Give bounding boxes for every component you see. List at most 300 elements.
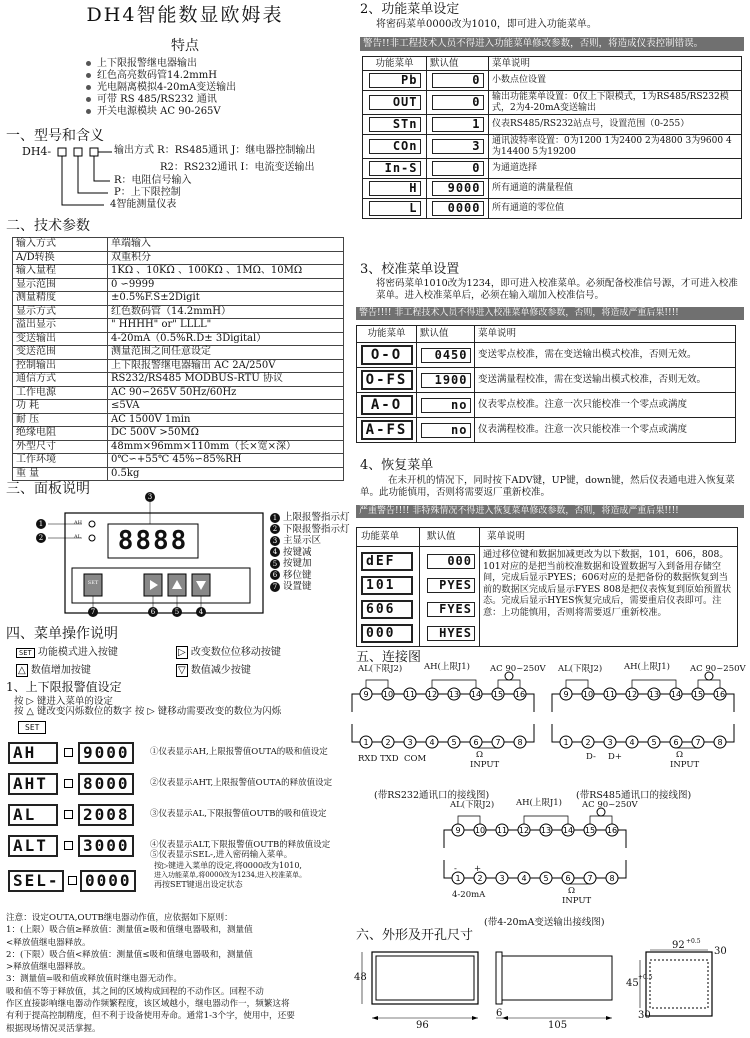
decimal-icon [68,876,77,885]
spec-row [13,346,344,360]
model-output-label: 输出方式 R：RS485通讯 J：继电器控制输出 [114,145,316,156]
step-desc: ③仪表显示AL,下限报警值OUTB的吸和值设定 [150,809,327,819]
spec-value: 1KΩ 、10KΩ 、100KΩ 、1MΩ、10MΩ [108,265,344,279]
decimal-icon [64,841,73,850]
calib-warning: 警告!!!! 非工程技术人员不得进入校准菜单修改参数，否则，将造成严重后果!!!! [356,307,744,320]
spec-row [13,359,344,373]
svg-text:8: 8 [609,874,615,883]
step-extra: 进入功能菜单,将0000改为1234,进入校准菜单。 [154,871,307,879]
menu-code: OUT [369,95,421,110]
callout-num: 1 [36,519,46,529]
svg-text:11: 11 [404,690,416,699]
menu-default: 0 [432,73,484,88]
calib-desc: 仪表满程校准。注意一次只能校准一个零点或满度 [475,418,736,443]
specs-heading: 二、技术参数 [6,218,90,234]
step-value: 8000 [78,773,134,795]
model-diagram [22,145,360,215]
col-header: 菜单说明 [489,57,742,71]
callout-num: 7 [88,607,98,617]
svg-text:14: 14 [562,826,574,835]
spec-value: 0 ∽9999 [108,278,344,292]
calib-default: 0450 [421,348,471,363]
spec-value: 0.5kg [108,467,344,481]
menu-desc: 输出功能菜单设置：0仅上下限模式，1为RS485/RS232模式，2为4-20mA变送输出 [489,91,742,115]
svg-text:4: 4 [429,738,435,747]
restore-heading: 4、恢复菜单 [360,458,434,473]
menu-desc: 为通道选择 [489,159,742,179]
wiring-dplus-label: D+ [608,752,622,762]
panel-ah-label: AH [74,520,82,526]
spec-row [13,319,344,333]
svg-text:14: 14 [670,690,682,699]
spec-row [13,373,344,387]
bullet-icon [86,109,91,114]
wiring-input-label: INPUT [470,760,500,770]
func-row [363,71,742,91]
wiring-input-label: INPUT [670,760,700,770]
spec-row [13,400,344,414]
wiring-ah-label: AH(上限J1) [516,798,562,808]
spec-label: 功 耗 [13,400,108,414]
col-header: 默认值 [417,326,475,343]
svg-text:15: 15 [492,690,504,699]
spec-row [13,251,344,265]
svg-text:3: 3 [607,738,613,747]
set-box: SET [18,721,46,734]
wiring-caption-1: (带RS232通讯口的接线图) [374,790,490,801]
spec-label: 显示方式 [13,305,108,319]
spec-value: 4-20mA（0.5%R.D± 3Digital） [108,332,344,346]
bullet-icon [86,85,91,90]
callout-num: 4 [270,547,280,557]
wiring-ah-label: AH(上限J1) [624,662,670,672]
step-value: 9000 [78,742,134,764]
func-menu-intro: 将密码菜单0000改为1010，即可进入功能菜单。 [376,19,597,30]
spec-label: 溢出显示 [13,319,108,333]
svg-text:1: 1 [363,738,369,747]
spec-value: ≤5VA [108,400,344,414]
dim-w96: 96 [416,1020,429,1031]
dim-d6: 6 [496,1008,503,1019]
wiring-plus-label: + [474,864,482,874]
spec-value: DC 500V >50MΩ [108,427,344,441]
svg-text:2: 2 [385,738,391,747]
spec-row [13,292,344,306]
step-desc: ②仪表显示AHT,上限报警值OUTA的释放值设定 [150,778,333,788]
feature-item: 上下限报警继电器输出 [86,58,336,70]
wiring-ohm-label: Ω [676,750,684,760]
spec-row [13,413,344,427]
dim-tol: +0.5 [686,938,701,945]
spec-label: 重 量 [13,467,108,481]
calib-default: 1900 [421,373,471,388]
svg-text:15: 15 [692,690,704,699]
step-row [8,804,348,830]
menu-code: H [369,181,421,196]
step-code: AH [8,742,58,764]
menu-code: Pb [369,73,421,88]
restore-code: 000 [361,624,413,643]
menu-code: In-S [369,161,421,176]
calib-desc: 仪表零点校准。注意一次只能校准一个零点或满度 [475,393,736,418]
svg-text:16: 16 [514,690,526,699]
callout-num: 7 [270,582,280,592]
spec-value: 上下限报警继电器输出 AC 2A/250V [108,359,344,373]
restore-code: 606 [361,600,413,619]
alarm-line1: 按 ▷ 键进入菜单的设定 [14,696,113,707]
calib-intro: 将密码菜单1010改为1234，即可进入校准菜单。必须配备校准信号源，才可进入校准菜单。进入校准菜单后，必须在输入端加入校准信号。 [376,278,738,301]
svg-text:5: 5 [651,738,657,747]
spec-row [13,467,344,481]
col-header: 功能菜单 [361,531,400,542]
wiring-ac-label: AC 90~250V [490,664,546,674]
bullet-icon [86,97,91,102]
model-output-label2: R2：RS232通讯 I：电流变送输出 [160,162,315,173]
svg-text:10: 10 [582,690,594,699]
svg-text:9: 9 [563,690,569,699]
wiring-input-label: INPUT [562,896,592,906]
svg-text:9: 9 [455,826,461,835]
menu-default: 1 [432,117,484,132]
dims-drawing [350,938,750,1036]
wiring-ac-label: AC 90~250V [690,664,746,674]
step-desc: ①仪表显示AH,上限报警值OUTA的吸和值设定 [150,747,328,757]
wiring-al-label: AL(下限J2) [558,664,603,674]
svg-text:10: 10 [474,826,486,835]
calib-code: A-O [361,395,413,415]
step-code: AHT [8,773,58,795]
dim-d105: 105 [548,1020,568,1031]
spec-label: 显示范围 [13,278,108,292]
wiring-lines-1 [348,664,548,774]
calib-heading: 3、校准菜单设置 [360,262,460,277]
spec-value: 单端输入 [108,238,344,252]
calib-code: O-FS [361,370,413,390]
step-code: AL [8,804,58,826]
step-code: SEL- [8,870,64,892]
set-key-icon: SET [16,648,35,658]
svg-text:6: 6 [673,738,679,747]
col-header: 菜单说明 [487,531,526,542]
dim-h48: 48 [354,972,367,983]
spec-value: AC 90∽265V 50Hz/60Hz [108,386,344,400]
down-key-icon: ▽ [178,665,186,676]
svg-text:7: 7 [587,874,593,883]
dim-c45: 45 [626,978,639,989]
svg-text:4: 4 [521,874,527,883]
features-list [86,58,336,118]
spec-label: 控制输出 [13,359,108,373]
dim-c30a: 30 [714,946,727,957]
feature-item: 光电隔离模拟4-20mA变送输出 [86,82,336,94]
svg-text:13: 13 [540,826,552,835]
decimal-icon [64,810,73,819]
menu-desc: 仪表RS485/RS232站点号，设置范围（0-255） [489,115,742,135]
spec-value: RS232/RS485 MODBUS-RTU 协议 [108,373,344,387]
func-row [363,91,742,115]
callout-num: 2 [270,524,280,534]
spec-label: 工作电源 [13,386,108,400]
menu-desc: 所有通道的零位值 [489,199,742,219]
svg-text:16: 16 [714,690,726,699]
func-menu-warning: 警告!!非工程技术人员不得进入功能菜单修改参数，否则，将造成仪表控制错误。 [360,37,744,51]
svg-text:16: 16 [606,826,618,835]
menu-desc: 小数点位设置 [489,71,742,91]
step-code: ALT [8,835,58,857]
menu-default: 0000 [432,201,484,216]
alarm-line2: 按 △ 键改变闪烁数位的数字 按 ▷ 键移动需要改变的数位为闪烁 [14,706,282,717]
bullet-icon [86,61,91,66]
menu-code: STn [369,117,421,132]
callout-num: 3 [145,492,155,502]
spec-label: 绝缘电阻 [13,427,108,441]
spec-value: 测量范围之间任意设定 [108,346,344,360]
menu-desc: 通讯波特率设置：0为1200 1为2400 2为4800 3为9600 4为14400 5为19200 [489,135,742,159]
calib-default: no [421,398,471,413]
spec-label: 变送输出 [13,332,108,346]
spec-row [13,278,344,292]
feature-item: 可带 RS 485/RS232 通讯 [86,94,336,106]
panel-set-key[interactable]: SET [87,580,99,586]
alarm-steps [8,742,348,902]
spec-value: 双重积分 [108,251,344,265]
callout-num: 1 [270,513,280,523]
svg-text:1: 1 [563,738,569,747]
func-row [363,179,742,199]
col-header: 菜单说明 [475,326,736,343]
wiring-heading: 五、连接图 [356,650,422,665]
calib-code: O-O [361,345,413,365]
step-row [8,773,348,799]
col-header: 默认值 [427,531,456,542]
panel-callouts: 1 上限报警指示灯 2 下限报警指示灯 3 主显示区 4 按键减 5 按键加 6 移位键 7 设置键 [270,512,350,593]
model-base-label: 4智能测量仪表 [110,199,177,210]
right-key-icon: ▷ [178,647,186,658]
svg-text:1: 1 [455,874,461,883]
spec-value: 48mm×96mm×110mm（长×宽×深） [108,440,344,454]
spec-label: 外型尺寸 [13,440,108,454]
step-row [8,850,353,900]
menu-code: L [369,201,421,216]
specs-table [12,237,344,481]
wiring-caption-3: (带4-20mA变送输出接线图) [484,917,605,928]
spec-row [13,265,344,279]
spec-value: 0℃∽+55℃ 45%∽85%RH [108,454,344,468]
callout-num: 6 [270,570,280,580]
callout-num: 2 [36,533,46,543]
restore-default: PYES [427,578,475,593]
bullet-icon [86,73,91,78]
spec-row [13,454,344,468]
calib-table [356,325,736,443]
spec-label: 工作环境 [13,454,108,468]
model-p-label: P：上下限控制 [114,187,181,198]
func-row [363,115,742,135]
restore-warning: 严重警告!!!! 非特殊情况不得进入恢复菜单修改参数，否则，将造成严重后果!!!! [356,505,744,518]
svg-text:14: 14 [470,690,482,699]
func-menu-heading: 2、功能菜单设定 [360,2,460,17]
up-key-icon: △ [18,665,26,676]
calib-row [357,418,736,443]
menu-default: 0 [432,161,484,176]
step-desc: ④仪表显示ALT,下限报警值OUTB的释放值设定 [150,840,331,850]
spec-value: 红色数码管（14.2mmH） [108,305,344,319]
col-header: 功能菜单 [363,57,427,71]
step-row [8,742,348,768]
svg-text:5: 5 [543,874,549,883]
spec-value: AC 1500V 1min [108,413,344,427]
notes: 注意：设定OUTA,OUTB继电器动作值，应依据如下原则： 1：(上限）吸合值≥释放值：测量值≥吸和值继电器吸和，测量值 <释放值继电器释放。 2：(下限）吸合值<释放值：测量值≤吸和值继电器吸和，测量值 >释放值继电器释放。 3：测量值=吸和值或释放值时继电器无动作。 吸和值不等于释放值，其之间的区域构成回程的不动作区。回程不动 作区直接影响继电器动作频繁程度，该区域越小，继电器动作一，频繁这将 有利于提高控制精度，但不利于设备使用寿命。通常1-3个字，使用中，还要 根据现场情况灵活掌握。 [6,913,295,1034]
wiring-ohm-label: Ω [476,750,484,760]
dims-heading: 六、外形及开孔尺寸 [356,928,474,943]
restore-code: dEF [361,552,413,571]
menu-code: COn [369,139,421,154]
wiring-al-label: AL(下限J2) [450,800,495,810]
wiring-txd-label: TXD [380,754,399,764]
calib-row [357,393,736,418]
func-menu-table [362,56,742,219]
model-prefix: DH4- [22,145,52,158]
step-extra: 再按SET键退出设定状态 [154,880,243,889]
svg-text:2: 2 [477,874,483,883]
front-panel [20,493,350,618]
calib-row [357,343,736,368]
feature-item: 红色高亮数码管14.2mmH [86,70,336,82]
menu-default: 0 [432,95,484,110]
wiring-ac-label: AC 90~250V [582,800,638,810]
svg-text:11: 11 [604,690,616,699]
wiring-ah-label: AH(上限J1) [424,662,470,672]
wiring-lines-2 [548,664,748,774]
decimal-icon [64,779,73,788]
callout-num: 5 [270,559,280,569]
spec-label: 测量精度 [13,292,108,306]
dim-c30b: 30 [638,1010,651,1021]
wiring-diagram-1 [348,664,548,774]
svg-text:4: 4 [629,738,635,747]
calib-code: A-FS [361,420,413,440]
callout-num: 5 [172,607,182,617]
wiring-com-label: COM [404,754,427,764]
svg-text:12: 12 [426,690,438,699]
dim-c92: 92 [672,940,685,951]
col-header: 默认值 [427,57,489,71]
svg-text:10: 10 [382,690,394,699]
spec-row [13,386,344,400]
svg-text:12: 12 [626,690,638,699]
spec-label: 变送范围 [13,346,108,360]
svg-text:8: 8 [717,738,723,747]
panel-heading: 三、面板说明 [6,481,90,497]
restore-default: FYES [427,602,475,617]
restore-intro: 在未开机的情况下，同时按下ADV键，UP键，down键，然后仪表通电进入恢复菜单。此功能慎用，否则将需要返厂重新校准。 [360,475,735,498]
spec-label: 输入量程 [13,265,108,279]
restore-default: 000 [427,554,475,569]
svg-text:9: 9 [363,690,369,699]
svg-text:7: 7 [695,738,701,747]
calib-row [357,368,736,393]
callout-num: 6 [148,607,158,617]
wiring-caption-2: (带RS485通讯口的接线图) [576,790,692,801]
callout-num: 3 [270,536,280,546]
panel-display: 8888 [117,526,189,556]
svg-text:6: 6 [473,738,479,747]
spec-row [13,238,344,252]
feature-item: 开关电源模块 AC 90-265V [86,106,336,118]
func-row [363,199,742,219]
restore-table [356,527,738,647]
model-heading: 一、型号和含义 [6,128,104,144]
restore-desc: 通过移位键和数据加减更改为以下数据，101，606，808。101对应的是把当前校准数据和设置数据写入到备用存储空间，完成后显示PYES；606对应的是把备份的数据恢复到当前的数据区完成后显示FYES 808是把仪表恢复到原始预置状态。完成后显示HYES恢复完成后，需要重启仪表即可。注意：上功能慎用，否则将需要返厂重新校准。 [483,549,732,618]
wiring-ohm-label: Ω [568,886,576,896]
spec-value: " HHHH" or" LLLL" [108,319,344,333]
svg-text:6: 6 [565,874,571,883]
alarm-setting-heading: 1、上下限报警值设定 [6,680,122,694]
spec-label: 耐 压 [13,413,108,427]
wiring-ma-label: 4-20mA [452,890,486,900]
menu-default: 3 [432,139,484,154]
step-desc: ⑤仪表显示SEL-,进入密码输入菜单。 [150,850,293,860]
svg-text:5: 5 [451,738,457,747]
svg-text:13: 13 [448,690,460,699]
step-extra: 按▷键进入菜单的设定,将0000改为1010, [154,861,302,870]
wiring-diagram-2 [548,664,748,774]
wiring-minus-label: - [454,864,457,874]
wiring-al-label: AL(下限J2) [358,664,403,674]
svg-text:2: 2 [585,738,591,747]
spec-value: ±0.5%F.S±2Digit [108,292,344,306]
spec-row [13,332,344,346]
wiring-diagram-3 [440,800,640,910]
col-header: 功能菜单 [357,326,417,343]
svg-text:3: 3 [407,738,413,747]
restore-default: HYES [427,626,475,641]
step-value: 3000 [78,835,134,857]
spec-row [13,440,344,454]
svg-text:12: 12 [518,826,530,835]
page-title: DH4智能数显欧姆表 [86,4,284,26]
spec-label: 输入方式 [13,238,108,252]
restore-code: 101 [361,576,413,595]
calib-desc: 变送满量程校准，需在变送输出模式校准，否则无效。 [475,368,736,393]
func-row [363,135,742,159]
spec-row [13,427,344,441]
wiring-dminus-label: D- [586,752,596,762]
model-r-label: R：电阻信号输入 [114,175,192,186]
step-value: 2008 [78,804,134,826]
menu-ops-heading: 四、菜单操作说明 [6,626,118,642]
spec-row [13,305,344,319]
features-heading: 特点 [171,38,199,54]
dim-tol: +0.5 [638,974,653,981]
svg-text:11: 11 [496,826,508,835]
svg-text:15: 15 [584,826,596,835]
wiring-rxd-label: RXD [358,754,378,764]
panel-al-label: AL [74,534,81,540]
svg-text:3: 3 [499,874,505,883]
func-row [363,159,742,179]
svg-text:13: 13 [648,690,660,699]
calib-default: no [421,423,471,438]
menu-desc: 所有通道的满量程值 [489,179,742,199]
svg-text:7: 7 [495,738,501,747]
spec-label: A/D转换 [13,251,108,265]
callout-num: 4 [196,607,206,617]
spec-label: 通信方式 [13,373,108,387]
decimal-icon [64,748,73,757]
step-value: 0000 [80,870,136,892]
calib-desc: 变送零点校准，需在变送输出模式校准，否则无效。 [475,343,736,368]
